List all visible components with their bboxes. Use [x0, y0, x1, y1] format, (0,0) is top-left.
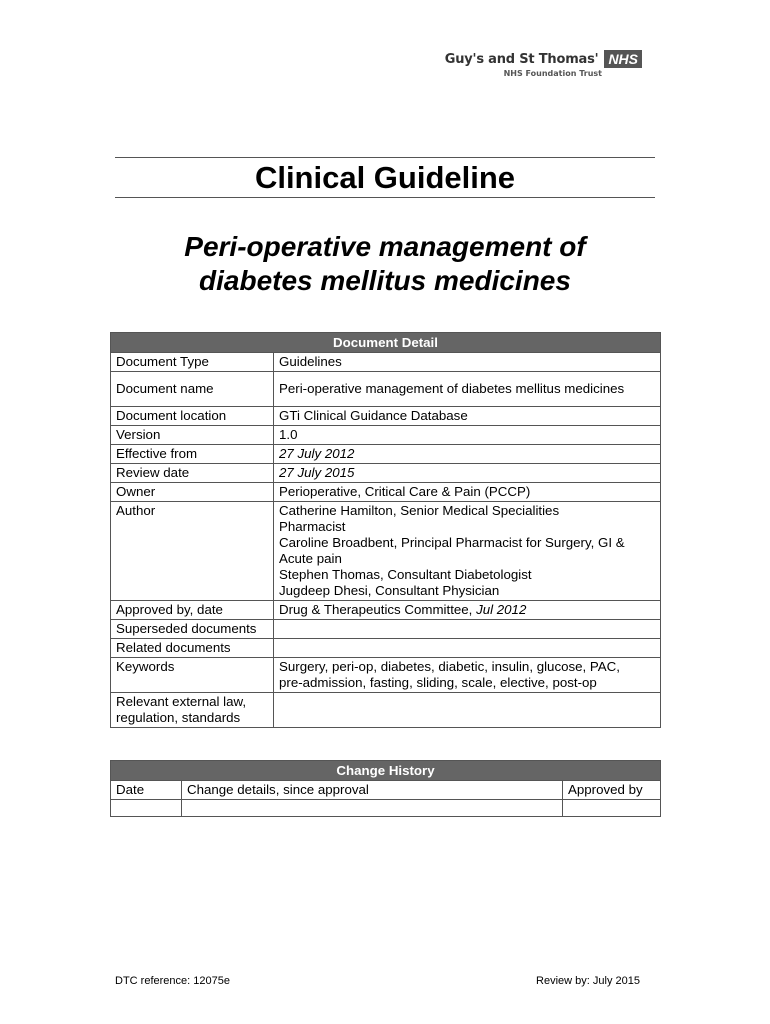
external-law-value: [274, 693, 661, 728]
title-rule-top: [115, 157, 655, 158]
table-row: [111, 693, 661, 728]
superseded-documents-label: Superseded documents: [111, 620, 274, 639]
related-documents-label: Related documents: [111, 639, 274, 658]
logo-trust-name: NHS Foundation Trust: [503, 69, 602, 78]
external-law-label-line: Relevant external law,: [116, 694, 247, 709]
nhs-logo-badge: NHS: [604, 50, 642, 68]
table-row: [111, 800, 661, 817]
external-law-label-line: regulation, standards: [116, 710, 241, 725]
document-detail-header: Document Detail: [111, 333, 661, 353]
author-line: Caroline Broadbent, Principal Pharmacist for Surgery, GI &: [279, 535, 625, 550]
document-type-value: Guidelines: [274, 353, 661, 372]
history-details-cell: [182, 800, 563, 817]
table-row: [111, 372, 661, 407]
author-label: Author: [111, 502, 274, 601]
approved-by-value: [274, 601, 661, 620]
author-value: [274, 502, 661, 601]
author-line: Pharmacist: [279, 519, 346, 534]
document-detail-table: [110, 332, 661, 728]
table-row: [111, 353, 661, 372]
keywords-line: Surgery, peri-op, diabetes, diabetic, insulin, glucose, PAC,: [279, 659, 620, 674]
table-header-row: [111, 333, 661, 353]
author-line: Stephen Thomas, Consultant Diabetologist: [279, 567, 532, 582]
approved-by-label: Approved by, date: [111, 601, 274, 620]
change-history-header: Change History: [111, 761, 661, 781]
footer-dtc-reference: DTC reference: 12075e: [115, 975, 230, 987]
subtitle-line-2: diabetes mellitus medicines: [199, 265, 571, 296]
approved-by-date: Jul 2012: [476, 602, 527, 617]
review-date-label: Review date: [111, 464, 274, 483]
approved-by-committee: Drug & Therapeutics Committee,: [279, 602, 477, 617]
page-title: Clinical Guideline: [254, 160, 516, 195]
history-date-cell: [111, 800, 182, 817]
table-header-row: [111, 761, 661, 781]
effective-from-value: 27 July 2012: [274, 445, 661, 464]
document-name-label: Document name: [111, 372, 274, 407]
history-details-header: Change details, since approval: [182, 781, 563, 800]
document-subtitle: [0, 230, 770, 298]
table-row: [111, 601, 661, 620]
table-row: [111, 407, 661, 426]
table-row: [111, 781, 661, 800]
document-location-label: Document location: [111, 407, 274, 426]
logo-org-name: Guy's and St Thomas': [444, 51, 599, 67]
title-rule-bottom: [115, 197, 655, 198]
table-row: [111, 464, 661, 483]
version-value: 1.0: [274, 426, 661, 445]
table-row: [111, 620, 661, 639]
table-row: [111, 426, 661, 445]
document-location-value: GTi Clinical Guidance Database: [274, 407, 661, 426]
history-date-header: Date: [111, 781, 182, 800]
footer-review-by: Review by: July 2015: [536, 975, 640, 987]
effective-from-label: Effective from: [111, 445, 274, 464]
table-row: [111, 445, 661, 464]
history-approved-cell: [563, 800, 661, 817]
owner-value: Perioperative, Critical Care & Pain (PCCP): [274, 483, 661, 502]
review-date-value: 27 July 2015: [274, 464, 661, 483]
table-row: [111, 483, 661, 502]
document-type-label: Document Type: [111, 353, 274, 372]
table-row: [111, 502, 661, 601]
version-label: Version: [111, 426, 274, 445]
history-approved-header: Approved by: [563, 781, 661, 800]
owner-label: Owner: [111, 483, 274, 502]
keywords-value: [274, 658, 661, 693]
author-line: Catherine Hamilton, Senior Medical Specialities: [279, 503, 560, 518]
author-line: Jugdeep Dhesi, Consultant Physician: [279, 583, 500, 598]
trust-logo: [445, 50, 642, 78]
table-row: [111, 639, 661, 658]
superseded-documents-value: [274, 620, 661, 639]
keywords-line: pre-admission, fasting, sliding, scale, elective, post-op: [279, 675, 597, 690]
subtitle-line-1: Peri-operative management of: [184, 231, 586, 262]
related-documents-value: [274, 639, 661, 658]
table-row: [111, 658, 661, 693]
keywords-label: Keywords: [111, 658, 274, 693]
external-law-label: [111, 693, 274, 728]
document-name-value: Peri-operative management of diabetes mellitus medicines: [274, 372, 661, 407]
change-history-table: [110, 760, 661, 817]
author-line: Acute pain: [279, 551, 342, 566]
